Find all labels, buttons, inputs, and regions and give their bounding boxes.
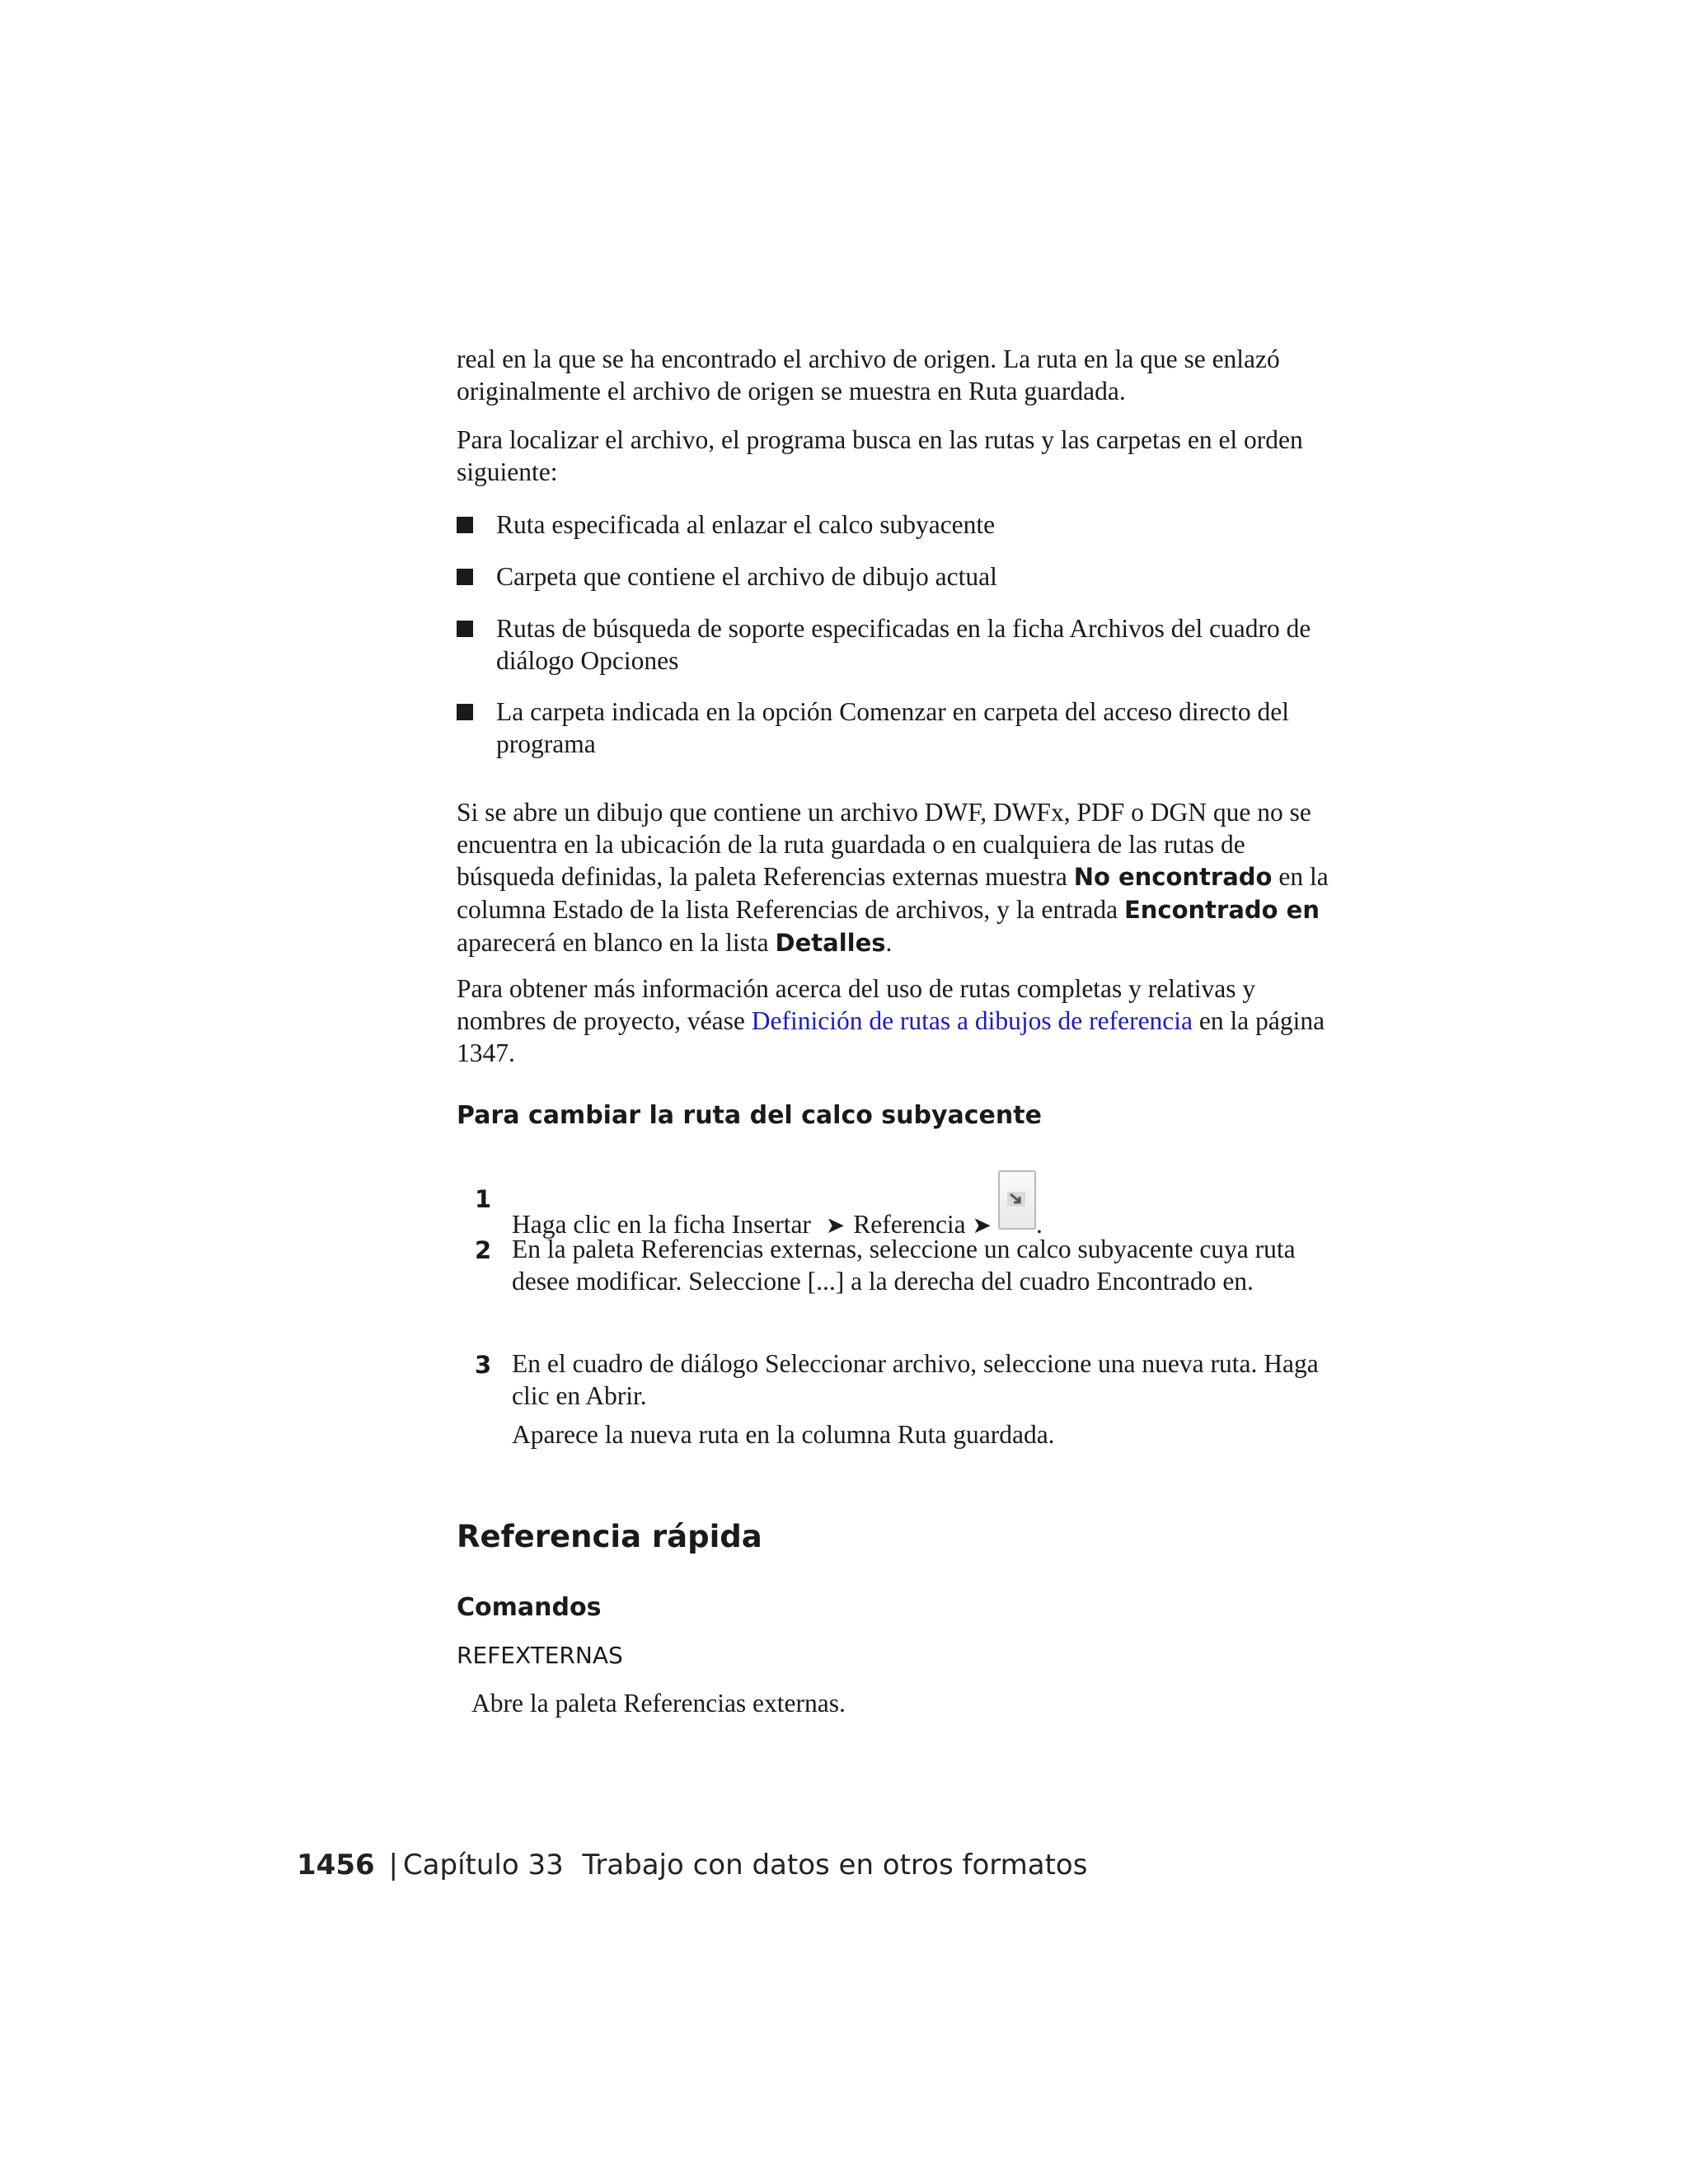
list-item-text: Rutas de búsqueda de soporte especificadas en la ficha Archivos del cuadro de diálogo Opciones xyxy=(496,614,1311,675)
list-item-text: La carpeta indicada en la opción Comenzar en carpeta del acceso directo del programa xyxy=(496,697,1289,758)
text-run: en la columna Estado de la lista Referencias de archivos, y la entrada xyxy=(457,862,1329,924)
page-number: 1456 xyxy=(297,1849,375,1882)
chapter-title: Trabajo con datos en otros formatos xyxy=(582,1849,1088,1882)
arrow-icon xyxy=(1007,1192,1025,1207)
step-number: 1 xyxy=(475,1185,492,1213)
procedure-heading: Para cambiar la ruta del calco subyacente xyxy=(457,1101,1042,1130)
text-run: . xyxy=(885,928,893,957)
step-3 xyxy=(457,1347,1347,1463)
page-footer xyxy=(297,1849,1087,1882)
step-result: Aparece la nueva ruta en la columna Ruta guardada. xyxy=(512,1420,1055,1449)
text-run: . xyxy=(1036,1210,1043,1239)
dialog-launcher-icon[interactable] xyxy=(998,1170,1036,1230)
command-description: Abre la paleta Referencias externas. xyxy=(471,1689,846,1718)
command-name: REFEXTERNAS xyxy=(457,1642,623,1669)
paragraph-not-found xyxy=(457,796,1347,959)
bold-term: Encontrado en xyxy=(1123,896,1320,924)
bold-term: Detalles xyxy=(775,929,886,957)
text-run: aparecerá en blanco en la lista xyxy=(457,928,776,957)
text-run: Si se abre un dibujo que contiene un archivo DWF, DWFx, PDF o DGN que no se encuentra en la ubicación de la ruta guardada o en cualquiera de las rutas de búsqueda definidas, la paleta Referencias externas muestra xyxy=(457,798,1311,891)
cross-reference-link[interactable]: Definición de rutas a dibujos de referencia xyxy=(751,1006,1193,1035)
chapter-label: Capítulo 33 xyxy=(402,1849,564,1882)
step-2 xyxy=(457,1233,1347,1332)
step-number: 3 xyxy=(475,1351,492,1379)
paragraph-more-info xyxy=(457,972,1347,1069)
bullet-square-icon xyxy=(457,517,473,533)
text-run: Haga clic en la ficha Insertar xyxy=(512,1210,811,1239)
bullet-square-icon xyxy=(457,621,473,637)
bullet-square-icon xyxy=(457,569,473,585)
text-run: Para obtener más información acerca del uso de rutas completas y relativas y nombres de proyecto, véase xyxy=(457,974,1256,1035)
commands-heading: Comandos xyxy=(457,1593,602,1622)
step-text: En la paleta Referencias externas, seleccione un calco subyacente cuya ruta desee modificar. Seleccione [...] a la derecha del cuadro Encontrado en. xyxy=(512,1235,1296,1296)
paragraph-intro: real en la que se ha encontrado el archivo de origen. La ruta en la que se enlazó originalmente el archivo de origen se muestra en Ruta guardada. xyxy=(457,344,1280,405)
footer-separator: | xyxy=(388,1849,398,1882)
step-1 xyxy=(457,1154,1347,1239)
menu-arrow-icon: ➤ xyxy=(972,1213,992,1239)
text-run: en la página 1347. xyxy=(457,1006,1325,1067)
paragraph-search-order: Para localizar el archivo, el programa busca en las rutas y las carpetas en el orden siguiente: xyxy=(457,425,1303,486)
quick-reference-heading: Referencia rápida xyxy=(457,1519,762,1554)
step-text: En el cuadro de diálogo Seleccionar archivo, seleccione una nueva ruta. Haga clic en Abrir. xyxy=(512,1349,1319,1410)
step-number: 2 xyxy=(475,1236,492,1264)
list-item-text: Ruta especificada al enlazar el calco subyacente xyxy=(496,510,996,539)
menu-arrow-icon: ➤ xyxy=(825,1213,846,1239)
text-run: Referencia xyxy=(853,1210,966,1239)
bold-term: No encontrado xyxy=(1073,863,1273,891)
bullet-square-icon xyxy=(457,704,473,720)
list-item-text: Carpeta que contiene el archivo de dibujo actual xyxy=(496,562,997,591)
